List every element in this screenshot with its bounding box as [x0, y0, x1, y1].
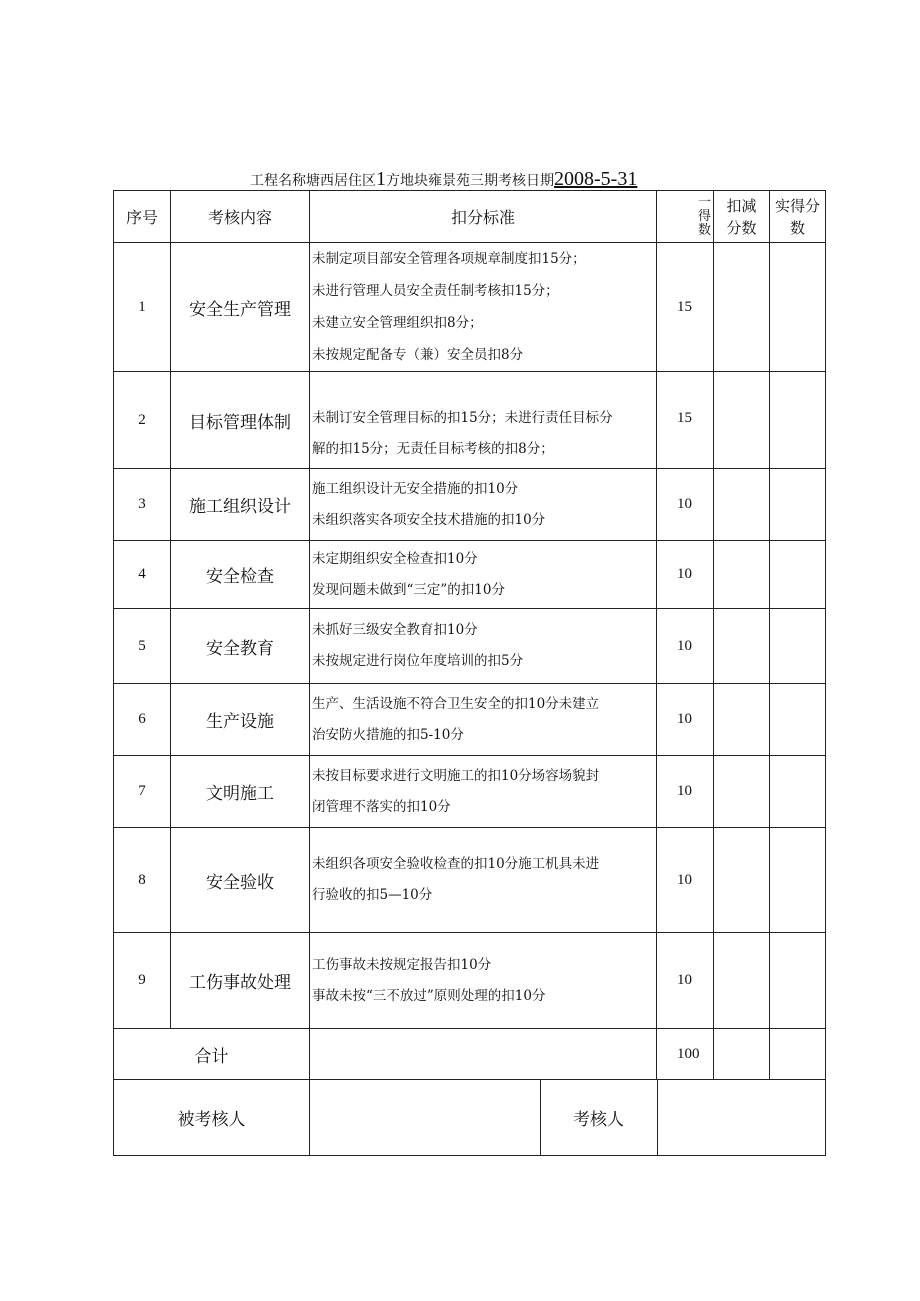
col-score-header: [657, 191, 714, 243]
standard-line: 行验收的扣5—10分: [312, 887, 433, 903]
assessment-date: 2008-5-31: [554, 168, 638, 190]
row-standard: [310, 609, 657, 684]
row-deduct-cell[interactable]: [714, 243, 770, 372]
row-actual-cell[interactable]: [770, 684, 826, 756]
col-deduct-header-line2: 分数: [726, 218, 757, 237]
col-content-header: 考核内容: [171, 191, 310, 243]
row-score: 10: [657, 828, 714, 933]
signature-inner-table: [310, 1080, 826, 1155]
row-actual-cell[interactable]: [770, 372, 826, 469]
table-row: [114, 609, 826, 684]
col-actual-header: [770, 191, 826, 243]
standard-line: 未组织各项安全验收检查的扣10分施工机具未进: [312, 856, 600, 872]
col-score-header-line2: 得: [697, 208, 711, 224]
row-score: 10: [657, 609, 714, 684]
standard-line: 解的扣15分；无责任目标考核的扣8分；: [312, 441, 554, 457]
row-deduct-cell[interactable]: [714, 541, 770, 609]
standard-line: 未组织落实各项安全技术措施的扣10分: [312, 511, 546, 528]
row-content: 安全检查: [171, 541, 310, 609]
signature-area: [310, 1080, 826, 1156]
row-deduct-cell[interactable]: [714, 469, 770, 541]
row-seq: 8: [114, 828, 171, 933]
row-actual-cell[interactable]: [770, 243, 826, 372]
col-deduct-header: [714, 191, 770, 243]
standard-line: 未按规定配备专（兼）安全员扣8分: [312, 347, 524, 363]
col-score-header-line3: 数: [697, 222, 711, 238]
date-label: 考核日期: [498, 173, 554, 189]
row-actual-cell[interactable]: [770, 756, 826, 828]
table-row: [114, 372, 826, 469]
row-actual-cell[interactable]: [770, 828, 826, 933]
row-deduct-cell[interactable]: [714, 684, 770, 756]
row-standard: [310, 243, 657, 372]
standard-line: 未制定项目部安全管理各项规章制度扣15分；: [312, 251, 586, 267]
row-score: 10: [657, 541, 714, 609]
row-standard: [310, 828, 657, 933]
row-standard: [310, 541, 657, 609]
assessee-signature-cell[interactable]: [310, 1080, 540, 1155]
row-seq: 6: [114, 684, 171, 756]
row-score: 10: [657, 469, 714, 541]
row-actual-cell[interactable]: [770, 609, 826, 684]
row-seq: 7: [114, 756, 171, 828]
standard-line: 未定期组织安全检查扣10分: [312, 550, 478, 567]
row-deduct-cell[interactable]: [714, 828, 770, 933]
total-deduct-cell[interactable]: [714, 1029, 770, 1080]
standard-line: 工伤事故未按规定报告扣10分: [312, 956, 492, 973]
row-actual-cell[interactable]: [770, 469, 826, 541]
row-content: 安全验收: [171, 828, 310, 933]
total-score: 100: [657, 1029, 714, 1080]
row-content: 安全生产管理: [171, 243, 310, 372]
standard-line: 生产、生活设施不符合卫生安全的扣10分未建立: [312, 695, 600, 712]
project-label: 工程名称: [250, 173, 306, 189]
project-name-b: 1: [376, 168, 386, 190]
row-deduct-cell[interactable]: [714, 933, 770, 1029]
total-standard-cell: [310, 1029, 657, 1080]
col-score-header-line1: 一: [697, 194, 711, 210]
standard-line: 未抓好三级安全教育扣10分: [312, 622, 478, 638]
row-deduct-cell[interactable]: [714, 609, 770, 684]
row-seq: 9: [114, 933, 171, 1029]
total-label: 合计: [114, 1029, 310, 1080]
standard-line: 未建立安全管理组织扣8分；: [312, 315, 483, 331]
row-score: 15: [657, 372, 714, 469]
standard-line: 事故未按“三不放过”原则处理的扣10分: [312, 987, 546, 1004]
row-score: 10: [657, 933, 714, 1029]
assessor-signature-cell[interactable]: [657, 1080, 826, 1155]
col-deduct-header-line1: 扣减: [726, 196, 757, 215]
standard-line: 未按规定进行岗位年度培训的扣5分: [312, 653, 524, 669]
row-seq: 1: [114, 243, 171, 372]
col-actual-header-line2: 数: [789, 218, 805, 237]
row-content: 目标管理体制: [171, 372, 310, 469]
row-actual-cell[interactable]: [770, 541, 826, 609]
standard-line: 未进行管理人员安全责任制考核扣15分；: [312, 283, 559, 299]
standard-line: 未按目标要求进行文明施工的扣10分场容场貌封: [312, 767, 600, 784]
row-content: 工伤事故处理: [171, 933, 310, 1029]
row-seq: 4: [114, 541, 171, 609]
row-actual-cell[interactable]: [770, 933, 826, 1029]
project-name-c: 方地块雍景苑三期: [386, 173, 498, 189]
table-row: [114, 756, 826, 828]
row-standard: [310, 372, 657, 469]
table-row: [114, 828, 826, 933]
table-row: [114, 469, 826, 541]
table-header-row: [114, 191, 826, 243]
assessor-label: 考核人: [540, 1080, 657, 1155]
row-deduct-cell[interactable]: [714, 756, 770, 828]
row-content: 文明施工: [171, 756, 310, 828]
total-actual-cell[interactable]: [770, 1029, 826, 1080]
total-row: [114, 1029, 826, 1080]
col-standard-header: 扣分标准: [310, 191, 657, 243]
project-header: [250, 168, 710, 192]
assessment-table: [113, 190, 826, 1156]
row-standard: [310, 933, 657, 1029]
row-seq: 5: [114, 609, 171, 684]
standard-line: 闭管理不落实的扣10分: [312, 798, 451, 815]
row-content: 生产设施: [171, 684, 310, 756]
table-row: [114, 933, 826, 1029]
col-seq-header: 序号: [114, 191, 171, 243]
row-content: 安全教育: [171, 609, 310, 684]
standard-line: 治安防火措施的扣5-10分: [312, 726, 464, 743]
row-score: 15: [657, 243, 714, 372]
table-row: [114, 541, 826, 609]
row-standard: [310, 684, 657, 756]
standard-line: 未制订安全管理目标的扣15分；未进行责任目标分: [312, 410, 613, 426]
col-actual-header-line1: 实得分: [774, 196, 820, 215]
table-row: [114, 684, 826, 756]
row-score: 10: [657, 684, 714, 756]
signature-row: [114, 1080, 826, 1156]
standard-line: 发现问题未做到“三定”的扣10分: [312, 581, 505, 598]
row-deduct-cell[interactable]: [714, 372, 770, 469]
row-score: 10: [657, 756, 714, 828]
assessee-label: 被考核人: [114, 1080, 310, 1156]
row-standard: [310, 756, 657, 828]
project-name-a: 塘西居住区: [306, 173, 376, 189]
row-seq: 2: [114, 372, 171, 469]
row-seq: 3: [114, 469, 171, 541]
standard-line: 施工组织设计无安全措施的扣10分: [312, 480, 519, 497]
table-row: [114, 243, 826, 372]
row-content: 施工组织设计: [171, 469, 310, 541]
row-standard: [310, 469, 657, 541]
